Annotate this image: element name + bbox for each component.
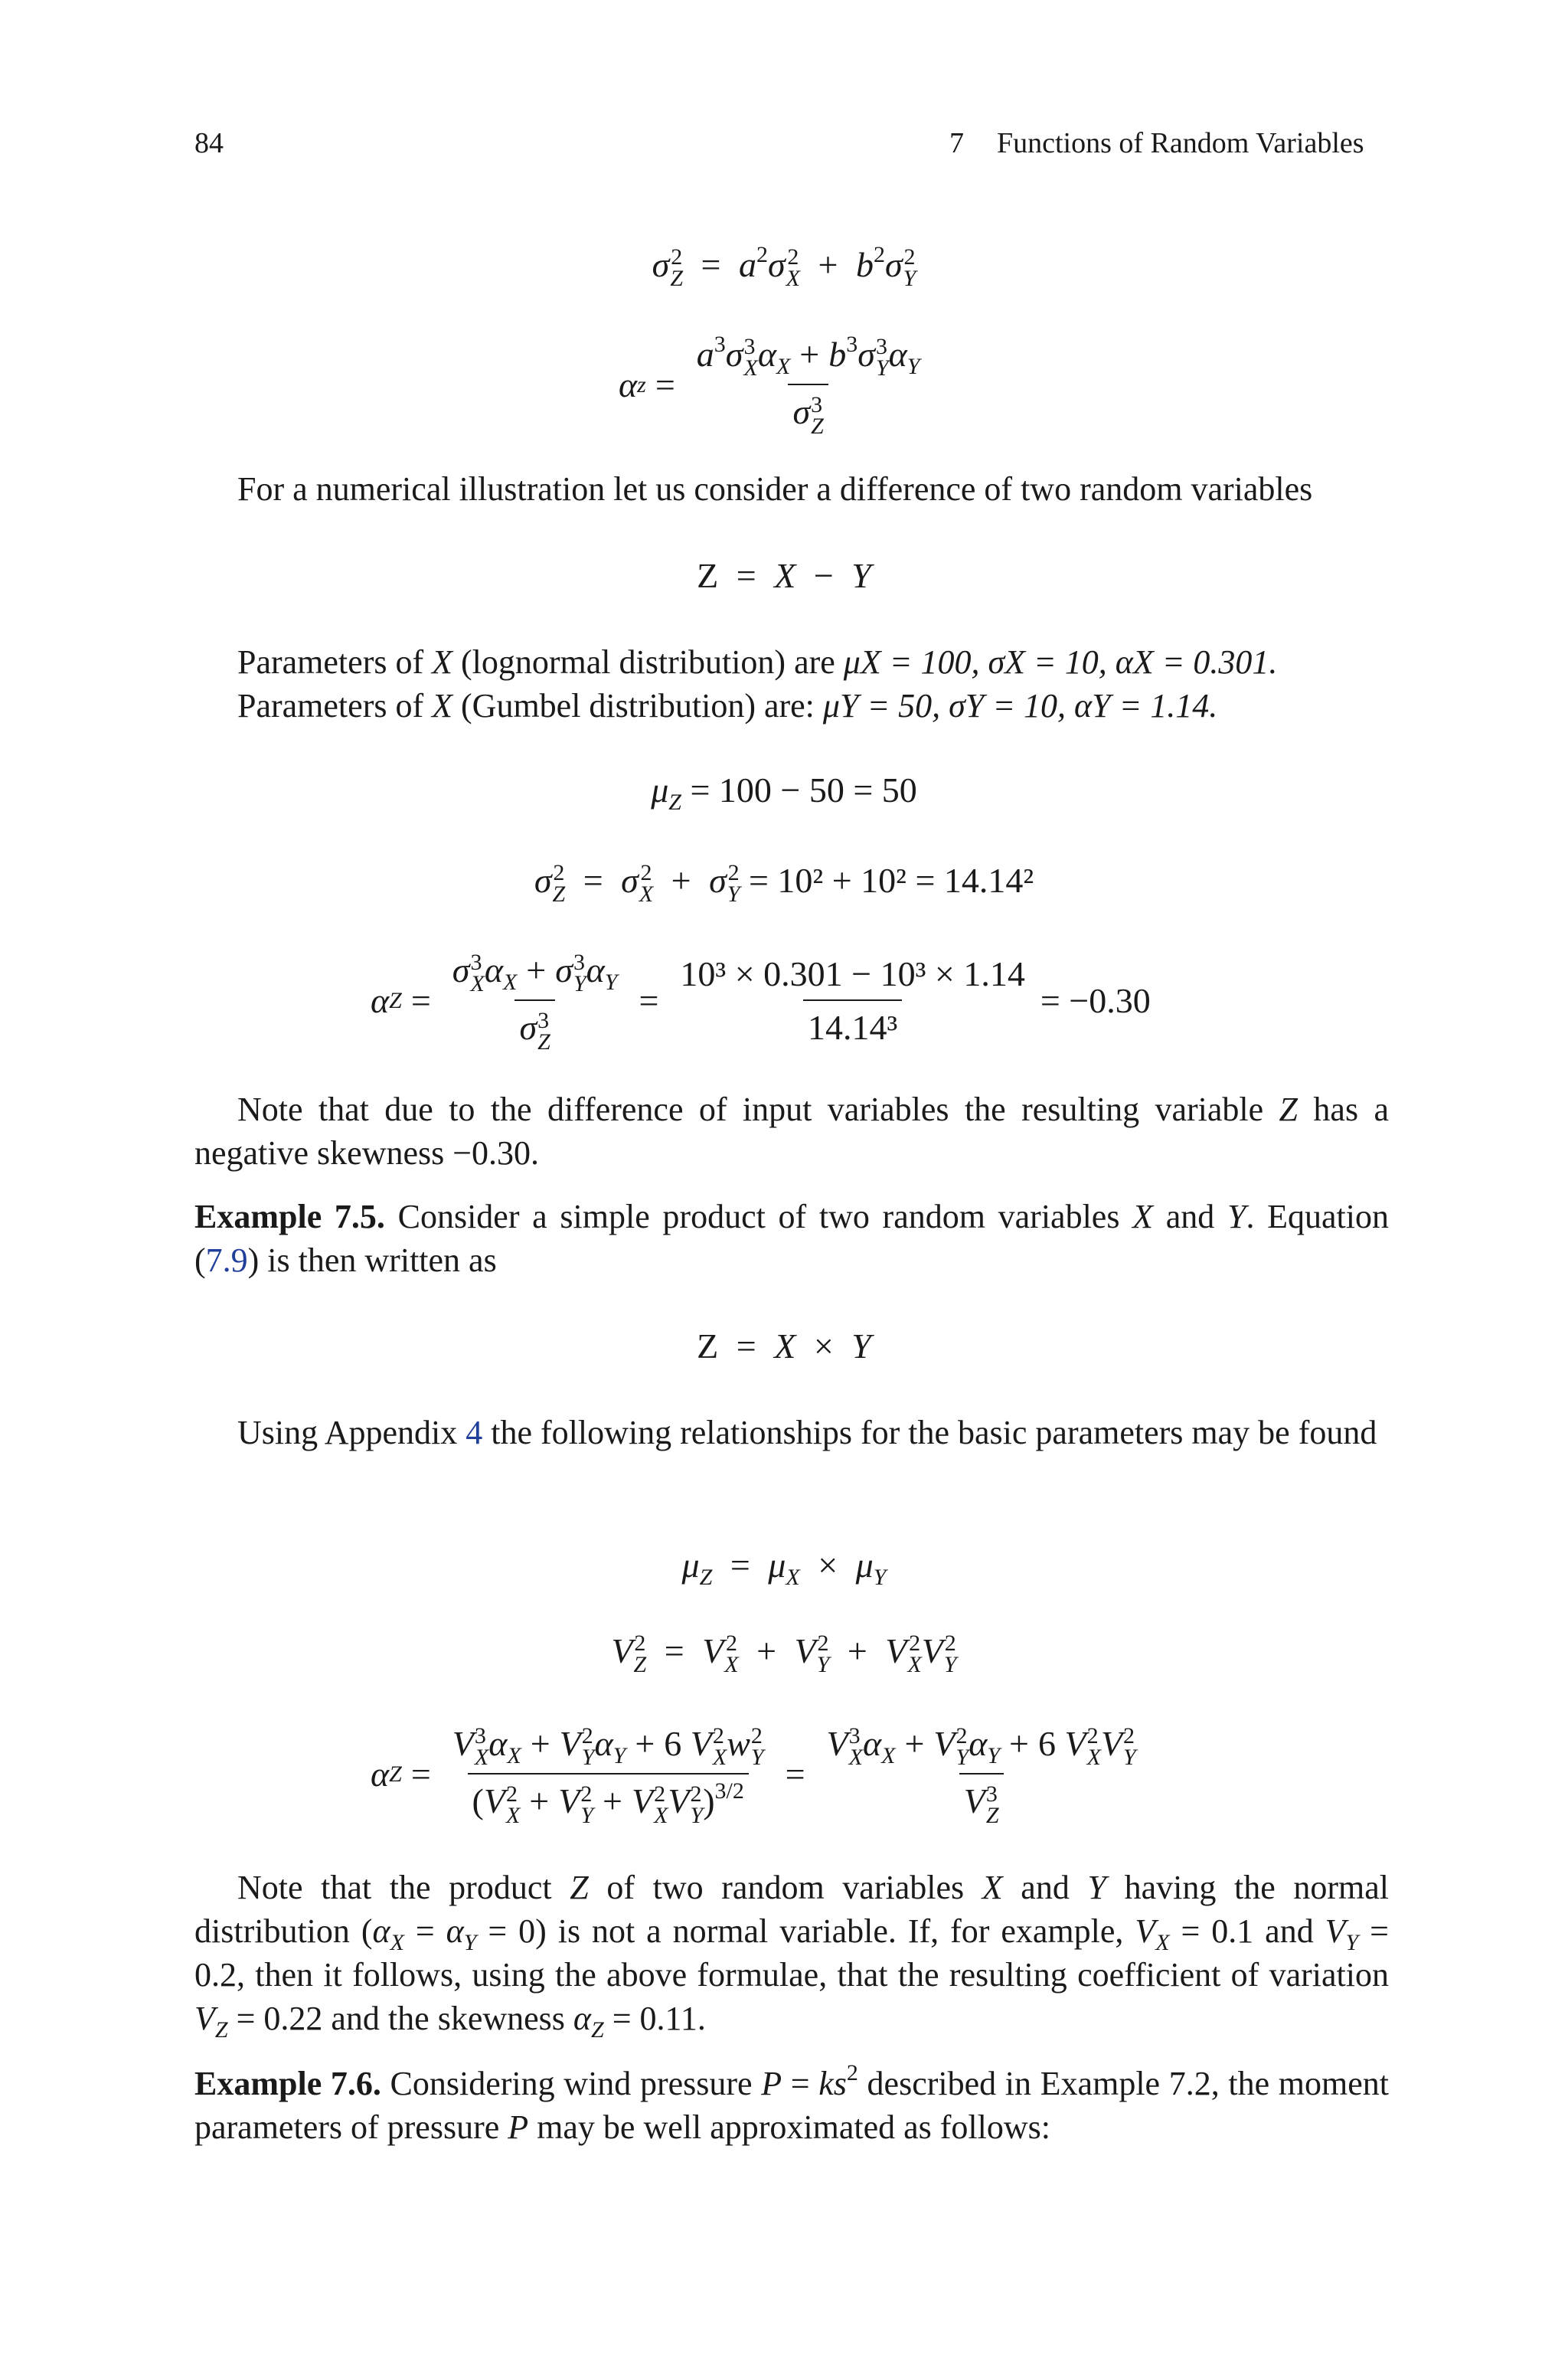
example-label: Example 7.5. [194,1198,385,1235]
equation-mean-product: $\mu_Z = \mu_X \times \mu_Y$ [681,1546,887,1591]
paragraph-note-product: Note that the product Z of two random variables X and Y having the normal distribution $(\alpha_X = \alpha_Y = 0)$ is not a normal variable. If, for example, $V_X = 0.1$ and $V_Y = 0.2$, then it follows, using the above formulae, that the resulting coefficient of variation $V_Z = 0.22$ and the skewness $\alpha_Z = 0.11$. [194,1869,1390,2043]
equation-difference: Z = X − Y [697,556,871,595]
paragraph-intro: For a numerical illustration let us consider a difference of two random variables [237,470,1313,508]
equation-variance-calc: σ 2 Z = σ 2 X + σ 2 Y = 10² + 10² = 14.14² [534,860,1034,908]
equation-reference-link[interactable]: 7.9 [205,1241,248,1279]
paragraph-appendix: Using Appendix 4 the following relationships for the basic parameters may be found [237,1414,1377,1451]
equation-skewness-product: α Z = V 3 X $\alpha_X + V$ 2 Y $\alpha_Y + 6$ V 2 X w 2 Y (V 2 X + V 2 Y + V 2 X V 2 Y )$^{3/2}$ = V 3 X $\alpha_X + V$ 2 Y $\alpha_Y + 6$ V 2 X V 2 Y V 3 Z [371,1723,1136,1828]
chapter-title: Functions of Random Variables [997,127,1364,159]
appendix-reference-link[interactable]: 4 [466,1414,483,1451]
equation-mean-z: $\mu_Z = 100 - 50 = 50$ [651,770,917,816]
paragraph-parameters-x: Parameters of X (lognormal distribution) are μX = 100, σX = 10, αX = 0.301. [237,643,1278,681]
page-number: 84 [194,127,224,159]
paragraph-example-7-6: Example 7.6. Considering wind pressure $P = ks^2$ described in Example 7.2, the moment parameters of pressure P may be well approximated as follows: [194,2060,1389,2146]
paragraph-parameters-y: Parameters of X (Gumbel distribution) are: μY = 50, σY = 10, αY = 1.14. [237,687,1218,725]
paragraph-note-difference: Note that due to the difference of input variables the resulting variable Z has a negative skewness −0.30. [194,1091,1389,1172]
equation-cov-product: V 2 Z = V 2 X + V 2 Y + V 2 X V 2 Y [611,1631,957,1678]
example-label: Example 7.6. [194,2065,381,2102]
paragraph-example-7-5: Example 7.5. Consider a simple product of two random variables X and Y. Equation (7.9) is then written as [194,1198,1389,1279]
equation-skewness-calc: α Z = σ 3 X $\alpha_X + \sigma$ 3 Y $\alpha_Y$ σ 3 Z = $\frac{\text{10³ × 0.301 − 10³ × 1.14}}{\text{14.14³}}$ = −0.30 [371,950,1151,1055]
chapter-number: 7 [949,127,964,159]
equation-skewness-z: α z = $a^3\sigma$ 3 X $\alpha_X + b^3\sigma$ 3 Y $\alpha_Y$ σ 3 Z [619,331,920,439]
equation-variance-z: σ 2 Z = $a^2\sigma$ 2 X + $b^2\sigma$ 2 Y [652,241,916,292]
equation-product: Z = X × Y [697,1326,871,1366]
